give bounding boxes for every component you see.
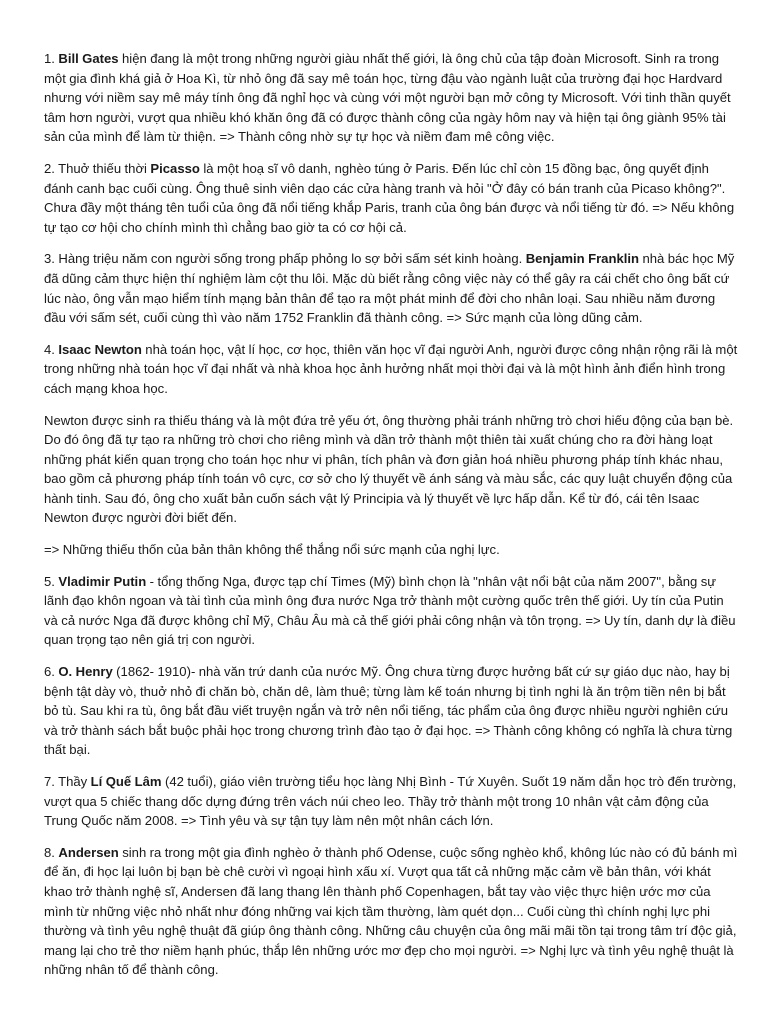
person-name: Andersen	[58, 844, 119, 860]
paragraph-li-que-lam	[44, 772, 738, 831]
person-name: Bill Gates	[58, 51, 119, 66]
paragraph-prefix: 6.	[44, 664, 59, 680]
paragraph-body: => Những thiếu thốn của bản thân không thể thắng nổi sức mạnh của nghị lực.	[44, 542, 500, 558]
paragraph-andersen	[44, 843, 738, 980]
paragraph-body: hiện đang là một trong những người giàu nhất thế giới, là ông chủ của tập đoàn Microsoft. Sinh ra trong một gia đình khá giả ở Hoa Kì, từ nhỏ ông đã say mê toán học, từng đậu vào ngành luật của trường đại học Hardvard nhưng với niềm say mê máy tính ông đã nghỉ học và cùng với một người bạn mở công ty Microsoft. Với tinh thần quyết tâm hơn người, vượt qua nhiều khó khăn ông đã có được thành công của ngày hôm nay và hiện tại ông giành 95% tài sản của mình để làm từ thiện. => Thành công nhờ sự tự học và niềm đam mê công việc.	[44, 51, 731, 145]
paragraph-prefix: 3. Hàng triệu năm con người sống trong phấp phỏng lo sợ bởi sấm sét kinh hoàng.	[44, 251, 526, 267]
person-name: Benjamin Franklin	[525, 251, 640, 267]
person-name: Vladimir Putin	[58, 573, 147, 589]
paragraph-prefix: 7. Thầy	[44, 774, 91, 789]
paragraph-body: là một hoạ sĩ vô danh, nghèo túng ở Paris. Đến lúc chỉ còn 15 đồng bạc, ông quyết định đánh canh bạc cuối cùng. Ông thuê sinh viên dạo các cửa hàng tranh và hỏi "Ở đây có bán tranh của Picaso không?". Chưa đầy một tháng tên tuổi của ông đã nổi tiếng khắp Paris, tranh của ông bán được và nổi tiếng từ đó. => Nếu không tự tạo cơ hội cho chính mình thì chẳng bao giờ ta có cơ hội cả.	[44, 160, 735, 235]
paragraph-newton-conclusion	[44, 540, 738, 560]
paragraph-body: Newton được sinh ra thiếu tháng và là một đứa trẻ yếu ớt, ông thường phải tránh những trò chơi hiếu động của bạn bè. Do đó ông đã tự tạo ra những trò chơi cho riêng mình và dần trở thành một thiên tài xuất chúng cho ra đời hàng loạt những phát kiến quan trọng cho toán học như vi phân, tích phân và đơn giản hoá nhiều phương pháp tính khác nhau, bao gồm cả phương pháp tính toán vô cực, cơ sở cho lý thuyết về ánh sáng và màu sắc, các quy luật chuyển động của hành tinh. Sau đó, ông cho xuất bản cuốn sách vật lý Principia và lý thuyết về lực hấp dẫn. Kể từ đó, cái tên Isaac Newton được người đời biết đến.	[44, 412, 734, 526]
paragraph-body: nhà bác học Mỹ đã dũng cảm thực hiện thí nghiệm làm cột thu lôi. Mặc dù biết rằng công việc này có thể gây ra cái chết cho ông bất cứ lúc nào, ông vẫn mạo hiểm tính mạng bản thân để tạo ra một phát minh để đời cho nhân loại. Sau nhiều năm đương đầu với sấm sét, cuối cùng thì vào năm 1752 Franklin đã thành công. => Sức mạnh của lòng dũng cảm.	[44, 251, 735, 326]
paragraph-prefix: 1.	[44, 51, 59, 66]
person-name: Isaac Newton	[58, 341, 142, 357]
paragraph-prefix: 8.	[44, 844, 59, 860]
paragraph-body: sinh ra trong một gia đình nghèo ở thành phố Odense, cuộc sống nghèo khổ, không lúc nào có đủ bánh mì để ăn, đi học lại luôn bị bạn bè chê cười vì ngoại hình xấu xí. Vượt qua tất cả những mặc cảm về bản thân, với khát khao trở thành nghệ sĩ, Andersen đã lang thang lên thành phố Copenhagen, bắt tay vào việc thực hiện ước mơ của mình từ những việc nhỏ nhất như đóng những vai kịch tầm thường, làm quét dọn... Cuối cùng thì chính nghị lực phi thường và tình yêu nghệ thuật đã giúp ông thành công. Những câu chuyện của ông mãi mãi tồn tại trong tâm trí độc giả, mang lại cho trẻ thơ niềm hạnh phúc, thắp lên những ước mơ đẹp cho mọi người. => Nghị lực và tình yêu nghệ thuật là những nhân tố để thành công.	[44, 844, 738, 978]
paragraph-body: nhà toán học, vật lí học, cơ học, thiên văn học vĩ đại người Anh, người được công nhận rộng rãi là một trong những nhà toán học vĩ đại nhất và nhà khoa học ảnh hưởng nhất mọi thời đại và là một hình ảnh điển hình trong cách mạng khoa học.	[44, 341, 738, 396]
paragraph-o-henry	[44, 662, 738, 760]
paragraph-prefix: 4.	[44, 341, 59, 357]
paragraph-prefix: 2. Thuở thiếu thời	[44, 160, 151, 176]
person-name: Lí Quế Lâm	[90, 774, 162, 789]
paragraph-putin	[44, 572, 738, 650]
person-name: Picasso	[150, 160, 200, 176]
paragraph-body: (42 tuổi), giáo viên trường tiểu học làng Nhị Bình - Tứ Xuyên. Suốt 19 năm dẫn học trò đến trường, vượt qua 5 chiếc thang dốc dựng đứng trên vách núi cheo leo. Thầy trở thành một trong 10 nhân vật cảm động của Trung Quốc năm 2008. => Tình yêu và sự tận tụy làm nên một nhân cách lớn.	[44, 774, 737, 829]
paragraph-newton	[44, 340, 738, 399]
paragraph-bill-gates	[44, 49, 738, 147]
paragraph-franklin	[44, 249, 738, 327]
paragraph-picasso	[44, 159, 738, 237]
paragraph-body: (1862- 1910)- nhà văn trứ danh của nước Mỹ. Ông chưa từng được hưởng bất cứ sự giáo dục nào, hay bị bệnh tật dày vò, thuở nhỏ đi chăn bò, chăn dê, làm thuê; từng làm kế toán nhưng bị tình nghi là ăn trộm tiền nên bị bắt bỏ tù. Sau khi ra tù, ông bắt đầu viết truyện ngắn và trở nên nổi tiếng, tác phẩm của ông được nhiều người nghiên cứu và trở thành sách bắt buộc phải học trong chương trình đào tạo ở đại học. => Thành công không có nghĩa là chưa từng thất bại.	[44, 664, 733, 758]
paragraph-prefix: 5.	[44, 573, 59, 589]
paragraph-body: - tổng thống Nga, được tạp chí Times (Mỹ) bình chọn là "nhân vật nổi bật của năm 2007", bằng sự lãnh đạo khôn ngoan và tài tình của mình ông đưa nước Nga trở thành một cường quốc trên thế giới. Uy tín của Putin và cả nước Nga đã được không chỉ Mỹ, Châu Âu mà cả thế giới phải công nhận và tôn trọng. => Uy tín, danh dự là điều quan trọng tạo nên giá trị con người.	[44, 573, 736, 648]
paragraph-newton-detail	[44, 411, 738, 529]
person-name: O. Henry	[58, 664, 113, 680]
